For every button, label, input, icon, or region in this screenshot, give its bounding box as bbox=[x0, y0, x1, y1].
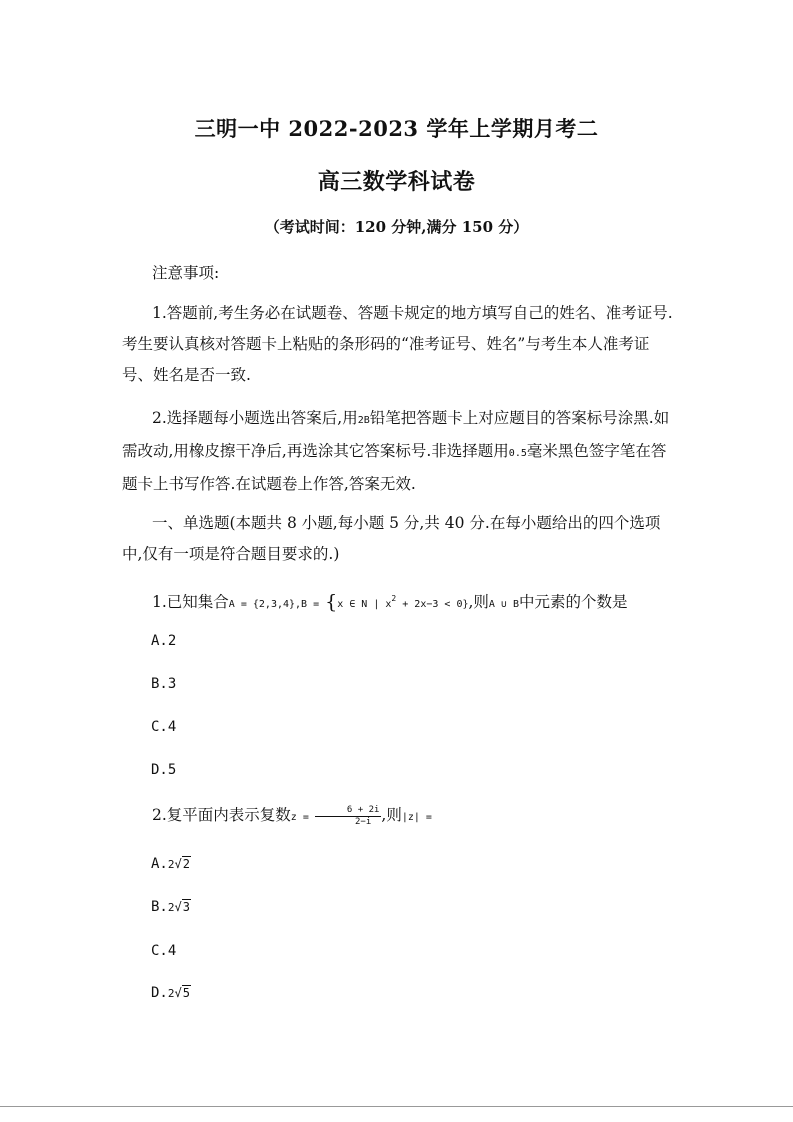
q2-mid: ,则 bbox=[381, 806, 402, 824]
q1-mid: ,则 bbox=[468, 593, 489, 612]
q2-option-b-radicand: 3 bbox=[182, 900, 190, 914]
notice-item-2-pencil: 2B bbox=[357, 415, 370, 426]
notice-item-1: 1.答题前,考生务必在试题卷、答题卡规定的地方填写自己的姓名、准考证号.考生要认真核对答题卡上粘贴的条形码的“准考证号、姓名”与考生本人准考证号、姓名是否一致. bbox=[122, 304, 673, 384]
notice-item-2-size: 0.5 bbox=[508, 448, 527, 459]
q2-denominator: 2−i bbox=[355, 816, 372, 827]
q2-option-b-label: B. bbox=[151, 899, 168, 915]
q1-option-d: D.5 bbox=[151, 762, 177, 778]
sqrt-icon: √5 bbox=[174, 986, 190, 1000]
q2-option-a-label: A. bbox=[151, 856, 168, 872]
question-1 bbox=[122, 583, 702, 620]
q2-option-d bbox=[151, 985, 191, 1001]
q2-option-d-label: D. bbox=[151, 985, 168, 1001]
q2-abs: |z| = bbox=[401, 812, 432, 823]
question-2 bbox=[122, 800, 678, 833]
q2-option-b bbox=[151, 899, 191, 915]
q2-option-a-coef: 2 bbox=[167, 858, 175, 871]
q1-option-a: A.2 bbox=[151, 633, 177, 649]
q2-option-d-radicand: 5 bbox=[182, 986, 190, 1000]
q1-union: A ∪ B bbox=[488, 599, 520, 611]
notice-item-2-text-c: 毫米黑色签字笔在答题卡上书写作答.在试题卷上作答,答案无效. bbox=[122, 442, 667, 493]
q1-exponent: 2 bbox=[391, 594, 397, 603]
q2-numerator: 6 + 2i bbox=[315, 805, 382, 817]
q1-option-b: B.3 bbox=[151, 676, 177, 692]
q2-fraction bbox=[315, 805, 382, 828]
notice-item-2-text-a: 2.选择题每小题选出答案后,用 bbox=[152, 409, 358, 427]
notice-item-2-text-b: 铅笔把答题卡上对应题目的答案标号涂黑.如需改动,用橡皮擦干净后,再选涂其它答案标号.非选择题用 bbox=[122, 409, 670, 460]
exam-time-note: （考试时间：120 分钟,满分 150 分） bbox=[264, 218, 529, 236]
q1-brace: { bbox=[325, 591, 338, 614]
q2-option-c: C.4 bbox=[151, 943, 177, 959]
sqrt-icon: √3 bbox=[174, 900, 190, 914]
exam-title: 三明一中 2022-2023 学年上学期月考二 bbox=[194, 116, 599, 141]
q2-z-eq: z = bbox=[290, 812, 315, 823]
q1-set-b-rest: + 2x−3 < 0} bbox=[396, 599, 469, 611]
notice-item-2 bbox=[122, 403, 678, 500]
q2-option-d-coef: 2 bbox=[167, 987, 175, 1000]
q2-option-a bbox=[151, 856, 191, 872]
q1-set-a: A = {2,3,4},B = bbox=[228, 599, 326, 611]
exam-subtitle: 高三数学科试卷 bbox=[317, 169, 476, 195]
q2-option-b-coef: 2 bbox=[167, 901, 175, 914]
sqrt-icon: √2 bbox=[174, 857, 190, 871]
q1-prefix: 1.已知集合 bbox=[152, 593, 229, 612]
q1-set-b: x ∈ N | x bbox=[337, 599, 392, 611]
q2-prefix: 2.复平面内表示复数 bbox=[152, 806, 291, 824]
section-1-heading: 一、单选题(本题共 8 小题,每小题 5 分,共 40 分.在每小题给出的四个选项中,仅有一项是符合题目要求的.) bbox=[122, 514, 661, 563]
notice-heading: 注意事项: bbox=[152, 264, 220, 282]
page-bottom-divider bbox=[0, 1106, 793, 1107]
q2-option-a-radicand: 2 bbox=[182, 857, 190, 871]
q1-suffix: 中元素的个数是 bbox=[519, 593, 628, 612]
q1-option-c: C.4 bbox=[151, 719, 177, 735]
